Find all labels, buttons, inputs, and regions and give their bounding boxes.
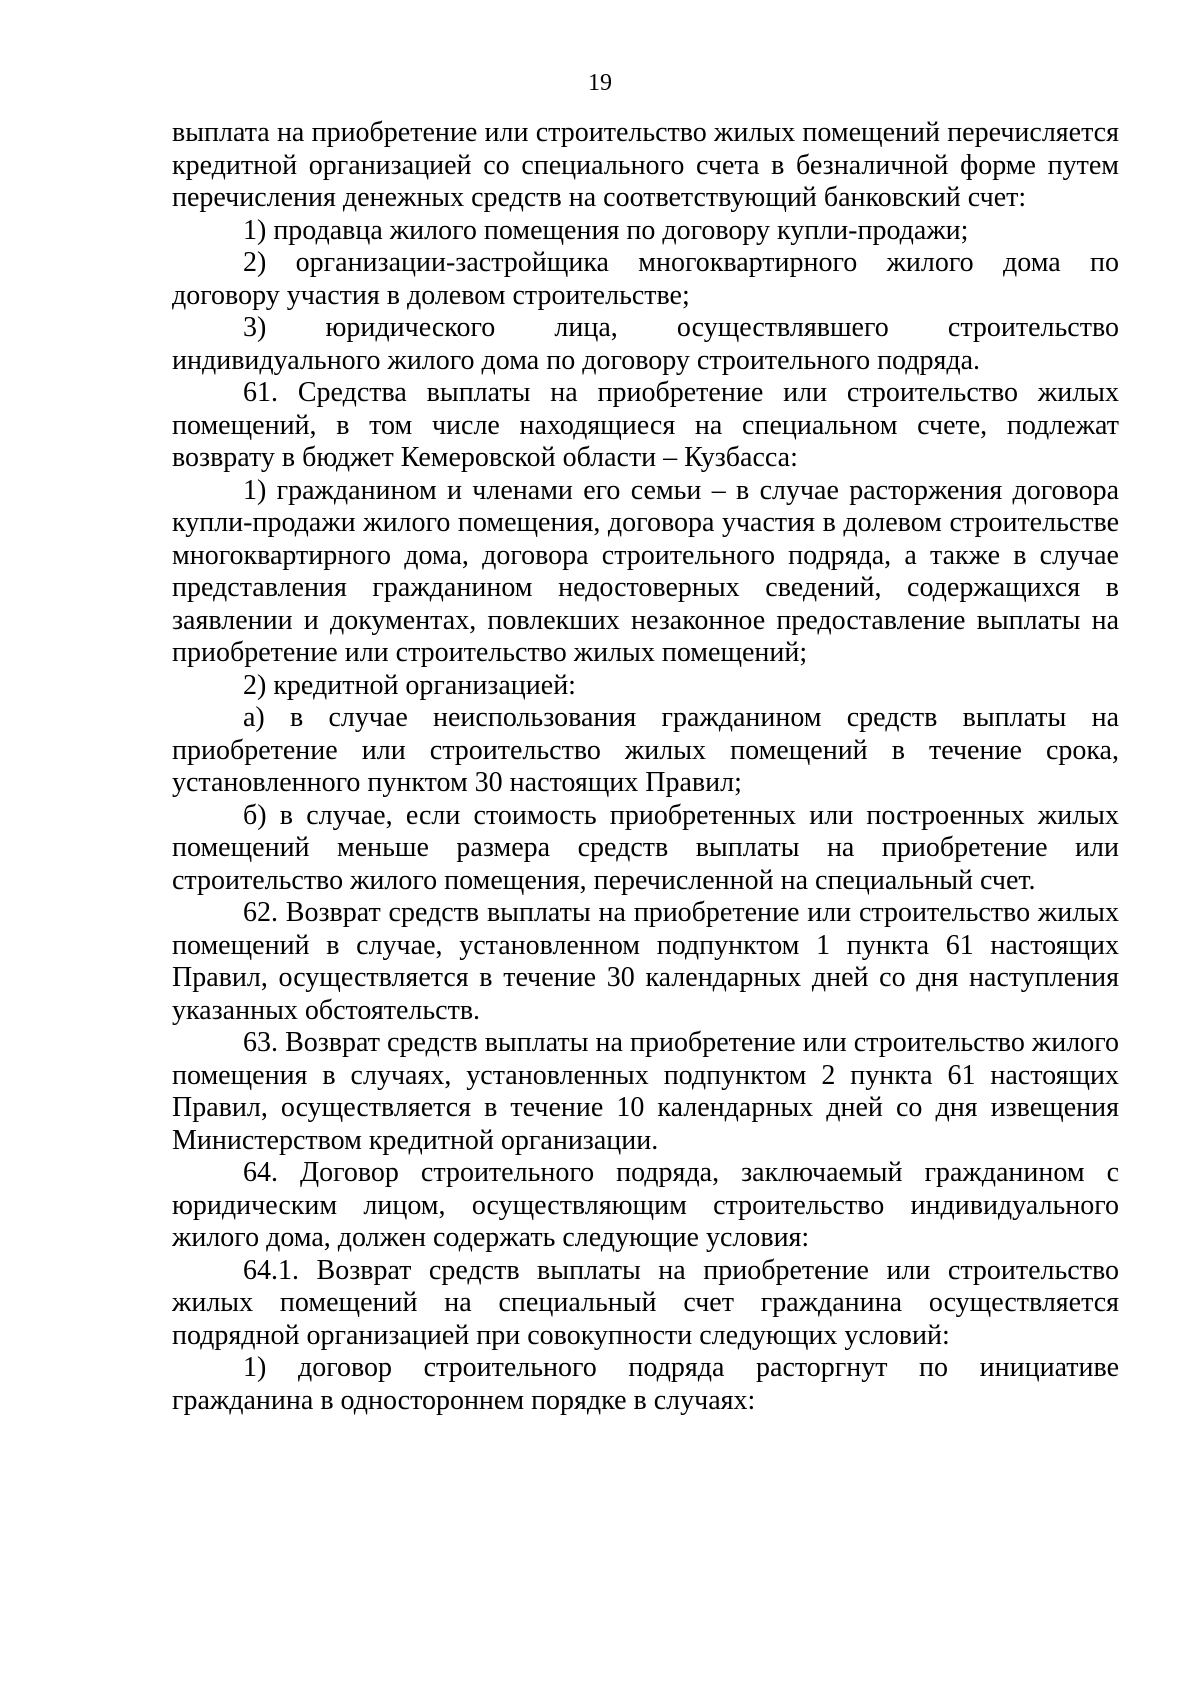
paragraph: 64.1. Возврат средств выплаты на приобретение или строительство жилых помещений на специальный счет гражданина осуществляется подрядной организацией при совокупности следующих условий: (172, 1254, 1119, 1351)
paragraph: б) в случае, если стоимость приобретенных или построенных жилых помещений меньше размера средств выплаты на приобретение или строительство жилого помещения, перечисленной на специальный счет. (172, 799, 1119, 896)
paragraph: 62. Возврат средств выплаты на приобретение или строительство жилых помещений в случае, установленном подпунктом 1 пункта 61 настоящих Правил, осуществляется в течение 30 календарных дней со дня наступления указанных обстоятельств. (172, 897, 1119, 1026)
paragraph: 2) кредитной организацией: (243, 669, 576, 701)
paragraph: 1) договор строительного подряда расторгнут по инициативе гражданина в одностороннем порядке в случаях: (172, 1352, 1119, 1416)
paragraph: 1) гражданином и членами его семьи – в случае расторжения договора купли-продажи жилого помещения, договора участия в долевом строительстве многоквартирного дома, договора строительного подряда, а также в случае представления гражданином недостоверных сведений, содержащихся в заявлении и документах, повлекших незаконное предоставление выплаты на приобретение или строительство жилых помещений; (172, 474, 1119, 668)
paragraph: 63. Возврат средств выплаты на приобретение или строительство жилого помещения в случаях, установленных подпунктом 2 пункта 61 настоящих Правил, осуществляется в течение 10 календарных дней со дня извещения Министерством кредитной организации. (172, 1027, 1119, 1156)
paragraph: 3) юридического лица, осуществлявшего строительство индивидуального жилого дома по договору строительного подряда. (172, 312, 1119, 376)
paragraph: а) в случае неиспользования гражданином средств выплаты на приобретение или строительство жилых помещений в течение срока, установленного пунктом 30 настоящих Правил; (172, 702, 1119, 798)
paragraph: 2) организации-застройщика многоквартирного жилого дома по договору участия в долевом строительстве; (172, 247, 1119, 311)
document-body (172, 117, 1119, 1417)
paragraph: 1) продавца жилого помещения по договору купли-продажи; (243, 214, 969, 246)
page-number: 19 (588, 70, 612, 96)
paragraph: 64. Договор строительного подряда, заключаемый гражданином с юридическим лицом, осуществляющим строительство индивидуального жилого дома, должен содержать следующие условия: (172, 1157, 1119, 1253)
paragraph: 61. Средства выплаты на приобретение или строительство жилых помещений, в том числе находящиеся на специальном счете, подлежат возврату в бюджет Кемеровской области – Кузбасса: (172, 377, 1119, 473)
paragraph: выплата на приобретение или строительство жилых помещений перечисляется кредитной организацией со специального счета в безналичной форме путем перечисления денежных средств на соответствующий банковский счет: (172, 117, 1119, 213)
